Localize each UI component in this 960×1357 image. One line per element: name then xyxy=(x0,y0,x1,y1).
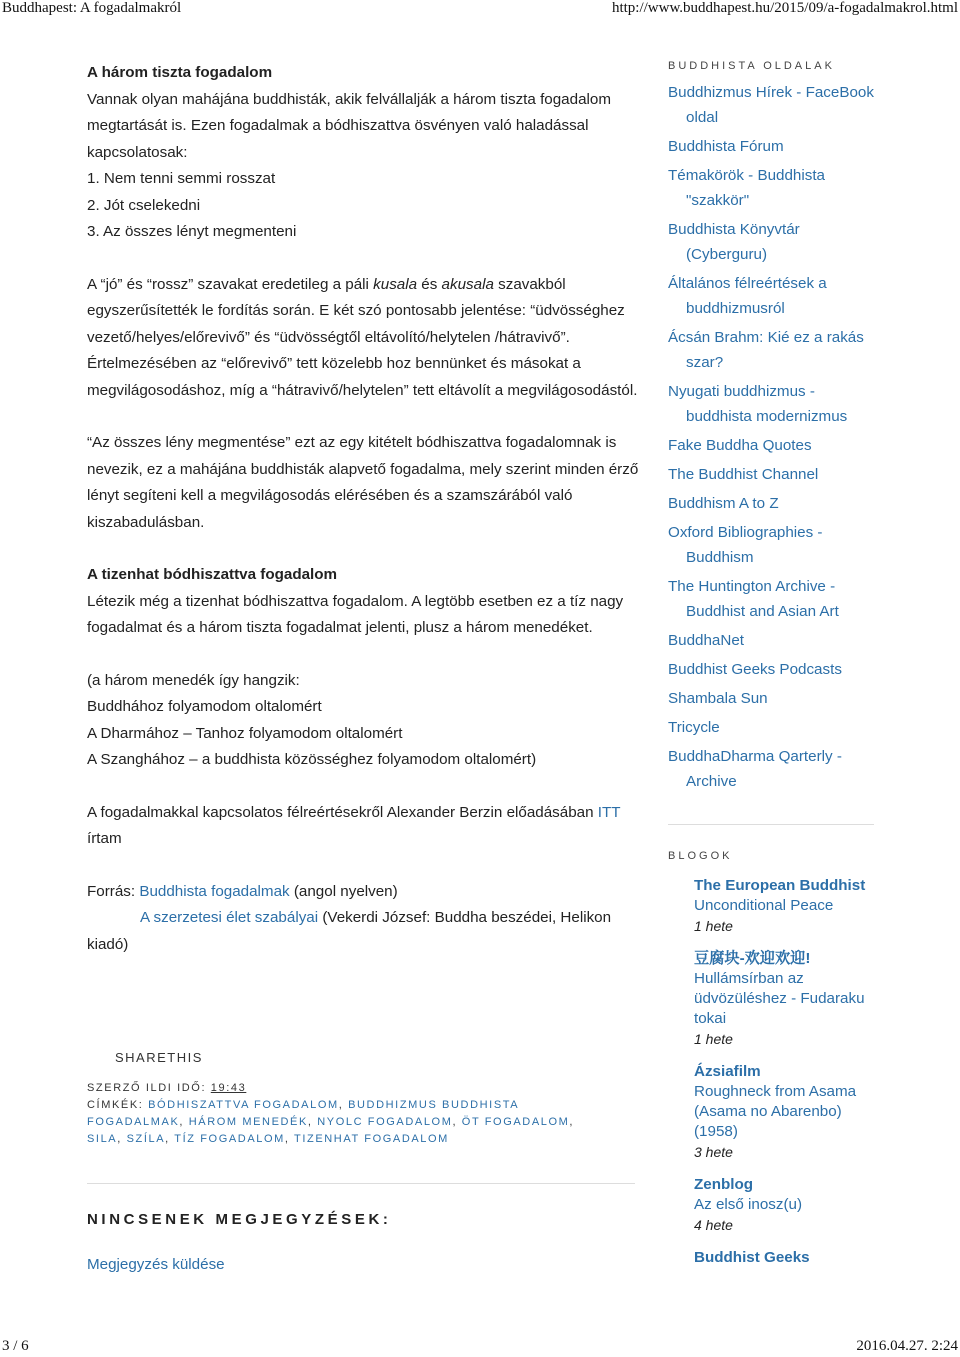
blogs-title: BLOGOK xyxy=(668,850,733,862)
sidebar-link[interactable]: Buddhizmus Hírek - FaceBook oldal xyxy=(668,84,874,126)
sources: Forrás: Buddhista fogadalmak (angol nyelven) xyxy=(87,882,398,900)
print-header-url: http://www.buddhapest.hu/2015/09/a-fogadalmakrol.html xyxy=(611,0,958,16)
no-comments-heading: NINCSENEK MEGJEGYZÉSEK: xyxy=(87,1211,392,1228)
blog-post-link[interactable]: Roughneck from Asama (Asama no Abarenbo) (1958) xyxy=(694,1083,857,1140)
tag-link[interactable]: HÁROM MENEDÉK xyxy=(188,1116,308,1128)
divider xyxy=(87,1183,635,1184)
sidebar-link[interactable]: Ácsán Brahm: Kié ez a rakás szar? xyxy=(668,329,864,371)
post-meta xyxy=(87,1080,607,1148)
intro-line: Vannak olyan mahájána buddhisták, akik felvállalják a három tiszta fogadalom xyxy=(87,90,611,108)
send-comment-link[interactable]: Megjegyzés küldése xyxy=(87,1256,225,1273)
blog-item xyxy=(668,1062,878,1162)
sidebar-link[interactable]: The Buddhist Channel xyxy=(668,466,819,483)
sidebar-link[interactable]: The Huntington Archive - Buddhist and Asian Art xyxy=(668,578,839,620)
page-number: 3 / 6 xyxy=(2,1338,29,1354)
blog-item xyxy=(668,1248,878,1268)
sidebar-title: BUDDHISTA OLDALAK xyxy=(668,60,835,72)
refuge-line: A Dharmához – Tanhoz folyamodom oltalomért xyxy=(87,724,403,742)
sidebar-link[interactable]: Buddhista Könyvtár (Cyberguru) xyxy=(668,221,800,263)
refuge-line: (a három menedék így hangzik: xyxy=(87,671,300,689)
source-link-monastic-rules[interactable]: A szerzetesi élet szabályai xyxy=(140,909,319,926)
sidebar-link[interactable]: Buddhista Fórum xyxy=(668,138,784,155)
sidebar-link[interactable]: BuddhaDharma Qarterly - Archive xyxy=(668,748,842,790)
blog-item xyxy=(668,1175,878,1235)
term-akusala: akusala xyxy=(441,275,494,293)
blog-post-link[interactable]: Hullámsírban az üdvözüléshez - Fudaraku tokai xyxy=(694,970,865,1027)
tag-link[interactable]: NYOLC FOGADALOM xyxy=(317,1116,453,1128)
refuge-line: Buddhához folyamodom oltalomért xyxy=(87,698,322,715)
print-header-title: Buddhapest: A fogadalmakról xyxy=(2,0,182,16)
section-heading-sixteen-vows: A tizenhat bódhiszattva fogadalom xyxy=(87,566,338,583)
sources-second: A szerzetesi élet szabályai (Vekerdi József: Buddha beszédei, Helikon kiadó) xyxy=(87,909,612,953)
blog-post-age: 4 hete xyxy=(694,1217,733,1233)
sidebar-link[interactable]: Oxford Bibliographies - Buddhism xyxy=(668,524,823,566)
tag-link[interactable]: BÓDHISZATTVA FOGADALOM xyxy=(148,1099,339,1111)
paragraph-berzin: A fogadalmakkal kapcsolatos félreértésekről Alexander Berzin előadásában ITT írtam xyxy=(87,803,621,847)
source-link-buddhist-vows[interactable]: Buddhista fogadalmak xyxy=(139,882,290,900)
blog-post-age: 3 hete xyxy=(694,1144,733,1160)
tag-link[interactable]: SILA xyxy=(87,1133,118,1145)
sidebar-link-list xyxy=(668,80,878,794)
section-heading-three-pure-vows: A három tiszta fogadalom xyxy=(87,64,273,81)
sidebar-link[interactable]: Témakörök - Buddhista "szakkör" xyxy=(668,167,826,209)
tags: CÍMKÉK: BÓDHISZATTVA FOGADALOM, BUDDHIZMUS BUDDHISTA FOGADALMAK, HÁROM MENEDÉK, NYOLC FOGADALOM, ÖT FOGADALOM, SILA, SZÍLA, TÍZ FOGADALOM, TIZENHAT FOGADALOM xyxy=(87,1099,575,1145)
itt-link[interactable]: ITT xyxy=(597,803,621,821)
sidebar-link[interactable]: Általános félreértések a buddhizmusról xyxy=(668,275,827,317)
sharethis-button[interactable]: SHARETHIS xyxy=(115,1050,203,1065)
blog-item xyxy=(668,949,878,1049)
post-body xyxy=(87,60,647,958)
blog-title-link[interactable]: Zenblog xyxy=(694,1176,754,1193)
sidebar-link[interactable]: Tricycle xyxy=(668,719,720,736)
blog-title-link[interactable]: Buddhist Geeks xyxy=(694,1249,810,1266)
blog-item xyxy=(668,876,878,936)
sidebar-link[interactable]: Buddhism A to Z xyxy=(668,495,779,512)
blog-title-link[interactable]: Ázsiafilm xyxy=(694,1063,761,1080)
tag-link[interactable]: SZÍLA xyxy=(126,1133,166,1145)
blog-title-link[interactable]: The European Buddhist xyxy=(694,877,866,894)
blog-post-link[interactable]: Az első inosz(u) xyxy=(694,1196,803,1213)
tag-link[interactable]: TIZENHAT FOGADALOM xyxy=(294,1133,449,1145)
blog-title-link[interactable]: 豆腐块-欢迎欢迎! xyxy=(694,950,811,967)
blog-post-link[interactable]: Unconditional Peace xyxy=(694,897,834,914)
blog-post-age: 1 hete xyxy=(694,1031,733,1047)
sidebar-link[interactable]: Buddhist Geeks Podcasts xyxy=(668,661,842,678)
sidebar-link[interactable]: Fake Buddha Quotes xyxy=(668,437,812,454)
vow-item: 1. Nem tenni semmi rosszat xyxy=(87,170,276,187)
intro-block xyxy=(87,87,647,246)
intro-line: megtartását is. Ezen fogadalmak a bódhiszattva ösvényen való haladással xyxy=(87,117,589,134)
intro-line: kapcsolatosak: xyxy=(87,143,188,161)
sidebar-link[interactable]: Nyugati buddhizmus - buddhista modernizmus xyxy=(668,383,848,425)
print-header xyxy=(0,0,960,18)
sidebar-buddhist-sites xyxy=(668,60,878,798)
paragraph-meaning: A “jó” és “rossz” szavakat eredetileg a páli kusala és akusala szavakból egyszerűsítették le fordítás során. E két szó pontosabb jelentése: “üdvösséghez vezető/helyes/előrevivő” és “üdvösségtől eltávolító/helytelen /hátravivő”. Értelmezésében az “előrevivő” tett közelebb hoz bennünket és másokat a megvilágosodáshoz, míg a “hátravivő/helytelen” tett eltávolít a megvilágosodástól. xyxy=(87,275,638,399)
sidebar-blogs xyxy=(668,850,878,1281)
sidebar-link[interactable]: BuddhaNet xyxy=(668,632,744,649)
refuge-line: A Szanghához – a buddhista közösséghez folyamodom oltalomért) xyxy=(87,751,537,768)
vow-item: 3. Az összes lényt megmenteni xyxy=(87,223,297,240)
vow-item: 2. Jót cselekedni xyxy=(87,196,201,214)
sidebar-link[interactable]: Shambala Sun xyxy=(668,690,768,707)
tag-link[interactable]: BUDDHIZMUS BUDDHISTA FOGADALMAK xyxy=(87,1099,519,1128)
paragraph-sixteen-vows: Létezik még a tizenhat bódhiszattva fogadalom. A legtöbb esetben ez a tíz nagy fogadalmat és a három tiszta fogadalmat jelenti, plusz a három menedéket. xyxy=(87,592,624,636)
tag-link[interactable]: TÍZ FOGADALOM xyxy=(174,1133,285,1145)
post-time-link[interactable]: 19:43 xyxy=(210,1082,247,1094)
refuge-block xyxy=(87,668,647,774)
author-time: SZERZŐ ILDI IDŐ: 19:43 xyxy=(87,1082,247,1094)
term-kusala: kusala xyxy=(373,275,418,293)
sidebar-divider xyxy=(668,824,874,825)
print-date: 2016.04.27. 2:24 xyxy=(856,1338,958,1354)
blog-post-age: 1 hete xyxy=(694,918,733,934)
tag-link[interactable]: ÖT FOGADALOM xyxy=(461,1116,570,1128)
paragraph-saving-beings: “Az összes lény megmentése” ezt az egy kitételt bódhiszattva fogadalomnak is nevezik, ez a mahájána buddhisták alapvető fogadalma, mely szerint minden érző lényt segíteni kell a megvilágosodás elérésében és a szamszárából való kiszabadulásban. xyxy=(87,434,639,531)
